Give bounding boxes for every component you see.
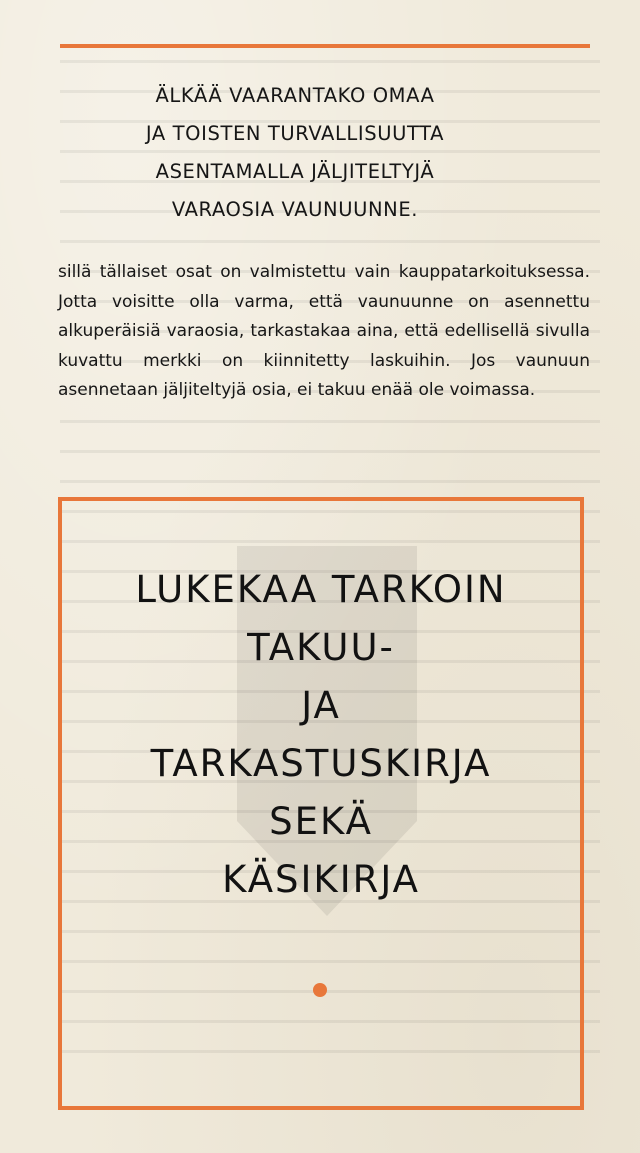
notice-box — [58, 497, 584, 1110]
warning-heading — [60, 77, 530, 229]
notice-line: TARKASTUSKIRJA — [150, 742, 492, 785]
warning-line: JA TOISTEN TURVALLISUUTTA — [145, 122, 445, 145]
warning-line: ÄLKÄÄ VAARANTAKO OMAA — [155, 84, 435, 107]
notice-line: JA — [301, 684, 341, 727]
notice-line: SEKÄ — [269, 800, 373, 843]
notice-title — [62, 561, 580, 909]
top-orange-rule — [60, 44, 590, 48]
warning-line: VARAOSIA VAUNUUNNE. — [171, 198, 419, 221]
orange-dot-ornament — [313, 983, 327, 997]
warning-body-paragraph: sillä tällaiset osat on valmistettu vain kauppatarkoituksessa. Jotta voisitte olla varma, että vaunuunne on asennettu alkuperäisiä varaosia, tarkastakaa aina, että edellisellä sivulla kuvattu merkki on kiinnitetty laskuihin. Jos vaunuun asennetaan jäljiteltyjä osia, ei takuu enää ole voimassa. — [58, 262, 590, 400]
warning-line: ASENTAMALLA JÄLJITELTYJÄ — [155, 160, 435, 183]
notice-line: KÄSIKIRJA — [222, 858, 420, 901]
notice-line: LUKEKAA TARKOIN — [135, 568, 507, 611]
notice-line: TAKUU- — [247, 626, 395, 669]
